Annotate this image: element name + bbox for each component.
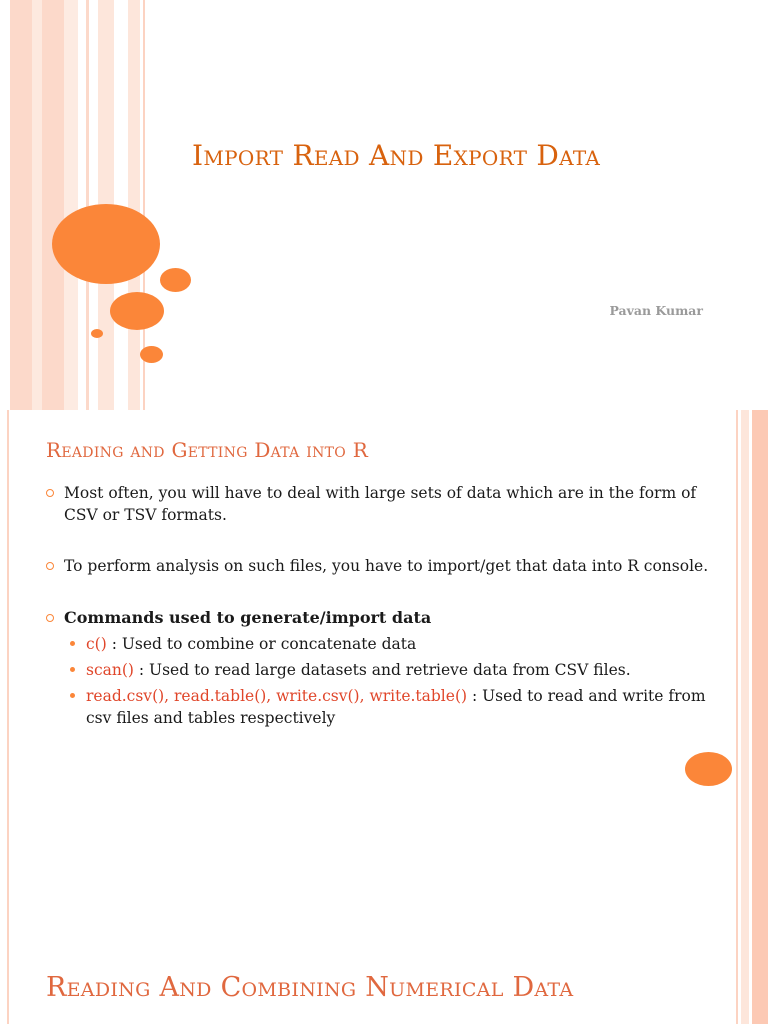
list-item	[46, 482, 726, 526]
decorative-stripe	[741, 930, 749, 1024]
command-description: : Used to read and write from csv files and tables respectively	[86, 687, 706, 727]
dot-bullet-icon	[70, 667, 75, 672]
command-code: read.csv(), read.table(), write.csv(), write.table()	[86, 687, 468, 705]
decorative-stripe	[10, 0, 32, 410]
decorative-stripe	[741, 410, 749, 930]
decorative-stripe	[7, 410, 9, 930]
decorative-stripe	[42, 0, 64, 410]
list-item	[46, 607, 726, 729]
decorative-circle	[160, 268, 191, 292]
decorative-stripe	[128, 0, 140, 410]
decorative-circle-small	[91, 329, 103, 338]
decorative-circle-large	[52, 204, 160, 284]
slide-title: Import Read And Export Data	[192, 139, 601, 172]
bullet-text: Most often, you will have to deal with large sets of data which are in the form of CSV or TSV formats.	[64, 484, 697, 524]
decorative-stripe	[64, 0, 78, 410]
dot-bullet-icon	[70, 693, 75, 698]
sub-bullet-list	[64, 633, 726, 729]
decorative-stripe	[736, 410, 738, 930]
content-slide	[0, 410, 768, 930]
author-name: Pavan Kumar	[609, 303, 703, 318]
next-slide	[0, 930, 768, 1024]
command-code: c()	[86, 635, 107, 653]
command-code: scan()	[86, 661, 134, 679]
decorative-stripe	[752, 410, 768, 930]
decorative-stripe	[7, 930, 9, 1024]
list-item	[46, 555, 726, 577]
decorative-circle	[110, 292, 164, 330]
bullet-heading: Commands used to generate/import data	[64, 608, 432, 627]
decorative-stripe	[32, 0, 42, 410]
slide-title: Reading And Combining Numerical Data	[46, 972, 574, 1003]
circle-bullet-icon	[46, 489, 54, 497]
circle-bullet-icon	[46, 562, 54, 570]
slide-title: Reading and Getting Data into R	[46, 438, 369, 462]
command-description: : Used to combine or concatenate data	[106, 635, 417, 653]
decorative-circle	[685, 752, 732, 786]
bullet-list	[46, 482, 726, 733]
decorative-stripe	[736, 930, 738, 1024]
command-description: : Used to read large datasets and retrieve data from CSV files.	[133, 661, 631, 679]
circle-bullet-icon	[46, 614, 54, 622]
decorative-stripe	[752, 930, 768, 1024]
sub-list-item	[64, 685, 726, 729]
bullet-text: To perform analysis on such files, you have to import/get that data into R console.	[64, 557, 709, 575]
decorative-circle	[140, 346, 163, 363]
sub-list-item	[64, 659, 726, 681]
title-slide	[0, 0, 768, 410]
dot-bullet-icon	[70, 641, 75, 646]
sub-list-item	[64, 633, 726, 655]
